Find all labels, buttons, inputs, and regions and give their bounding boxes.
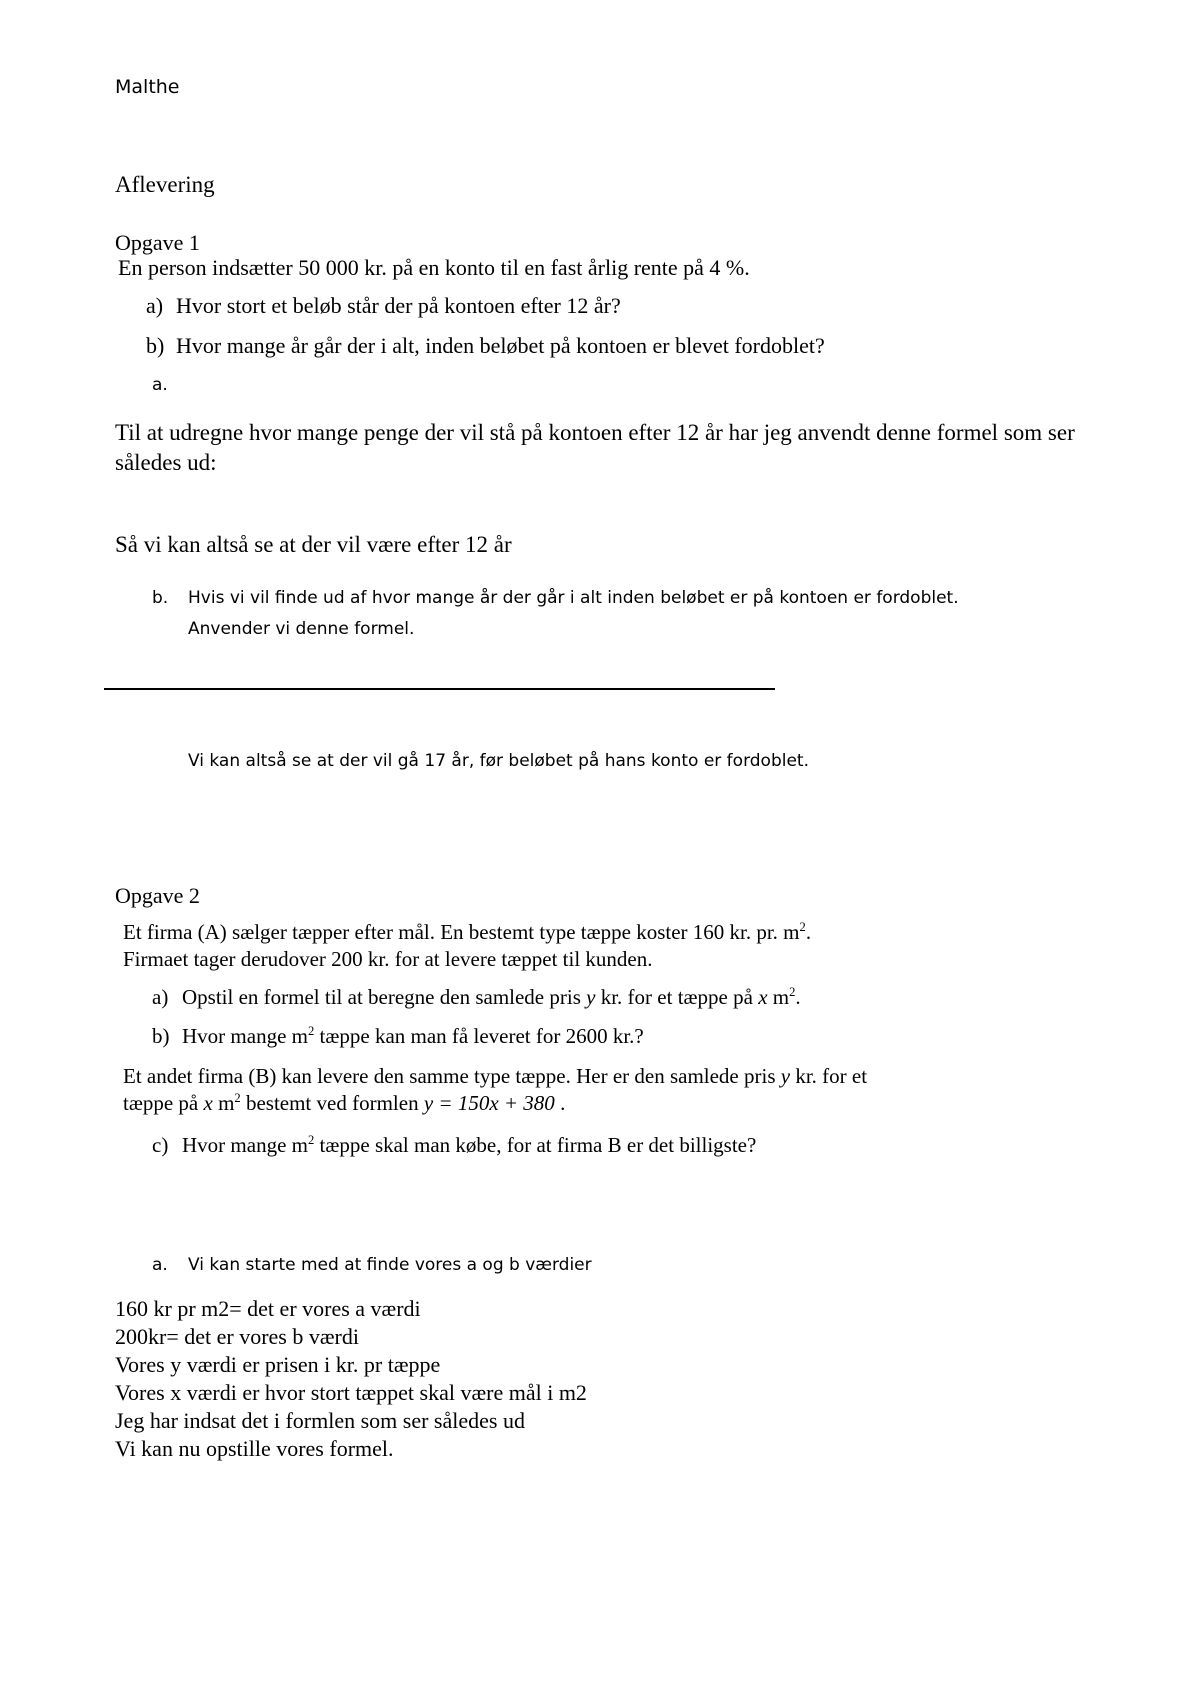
task1-answer-a-marker: a.	[152, 375, 168, 395]
variable-y: y	[586, 985, 596, 1009]
unit: m	[767, 985, 790, 1009]
answer-line: Vi kan nu opstille vores formel.	[115, 1436, 394, 1461]
task1-answer-b-line1	[152, 588, 959, 608]
author-name: Malthe	[115, 76, 180, 98]
task1-item-b-label: b)	[146, 333, 165, 358]
formula: y = 150x + 380	[423, 1091, 555, 1115]
task1-answer-b-marker: b.	[152, 588, 169, 608]
task2-answer-a-marker: a.	[152, 1255, 168, 1275]
superscript: 2	[307, 1133, 315, 1147]
task2-item-c	[152, 1133, 756, 1158]
task1-answer-b-line2: Anvender vi denne formel.	[188, 619, 415, 639]
task2-item-a-mid: kr. for et tæppe på	[595, 985, 759, 1009]
task2-item-c-text: Hvor mange m	[182, 1133, 308, 1157]
variable-y: y	[780, 1064, 791, 1088]
task2-intro-line1-text: Et firma (A) sælger tæpper efter mål. En bestemt type tæppe koster 160 kr. pr. m	[123, 920, 800, 944]
task1-answer-b-text: Hvis vi vil finde ud af hvor mange år der går i alt inden beløbet er på kontoen er fordoblet.	[188, 588, 959, 608]
superscript: 2	[789, 985, 796, 999]
task1-intro: En person indsætter 50 000 kr. på en konto til en fast årlig rente på 4 %.	[118, 255, 750, 280]
task2-intro2-text: Et andet firma (B) kan levere den samme type tæppe. Her er den samlede pris	[123, 1064, 781, 1088]
task2-intro2-line2-text: tæppe på	[123, 1091, 204, 1115]
task1-item-a-label: a)	[146, 293, 164, 318]
variable-x: x	[758, 985, 768, 1009]
task1-item-a-text: Hvor stort et beløb står der på kontoen efter 12 år?	[176, 293, 621, 318]
superscript: 2	[799, 920, 806, 934]
task2-heading: Opgave 2	[115, 883, 200, 908]
document-title: Aflevering	[115, 172, 215, 197]
task2-item-b-text: Hvor mange m	[182, 1024, 308, 1048]
task1-item-a	[146, 293, 621, 319]
task2-intro2-post: kr. for et	[790, 1064, 868, 1088]
task2-item-c-label: c)	[152, 1133, 169, 1157]
answer-line: Vores x værdi er hvor stort tæppet skal være mål i m2	[115, 1380, 587, 1405]
task1-answer-a-text: Til at udregne hvor mange penge der vil stå på kontoen efter 12 år har jeg anvendt denne formel som ser således ud:	[115, 420, 1075, 475]
task2-item-b	[152, 1024, 644, 1049]
task2-item-a-text: Opstil en formel til at beregne den samlede pris	[182, 985, 587, 1009]
superscript: 2	[307, 1024, 315, 1038]
task2-answer-a-text: Vi kan starte med at finde vores a og b værdier	[188, 1255, 592, 1275]
answer-line: Jeg har indsat det i formlen som ser således ud	[115, 1408, 525, 1433]
task2-intro2-line1	[123, 1064, 867, 1089]
task2-item-b-label: b)	[152, 1024, 170, 1048]
task1-answer-b-conclusion: Vi kan altså se at der vil gå 17 år, før beløbet på hans konto er fordoblet.	[188, 751, 809, 771]
superscript: 2	[234, 1091, 241, 1105]
task1-answer-a-conclusion: Så vi kan altså se at der vil være efter 12 år	[115, 532, 512, 557]
task2-item-b-post: tæppe kan man få leveret for 2600 kr.?	[314, 1024, 644, 1048]
task2-answer-a	[152, 1255, 592, 1275]
task1-item-b	[146, 333, 825, 359]
horizontal-divider	[104, 688, 775, 690]
task2-answer-lines	[115, 1295, 587, 1463]
task2-item-c-post: tæppe skal man købe, for at firma B er det billigste?	[314, 1133, 757, 1157]
punctuation: .	[805, 920, 812, 944]
punctuation: .	[795, 985, 801, 1009]
task2-intro2-line2	[123, 1091, 565, 1116]
answer-line: 160 kr pr m2= det er vores a værdi	[115, 1296, 421, 1321]
task2-item-a-label: a)	[152, 985, 169, 1009]
variable-x: x	[203, 1091, 213, 1115]
unit: m	[212, 1091, 235, 1115]
task2-intro-line1	[123, 920, 811, 945]
answer-line: 200kr= det er vores b værdi	[115, 1324, 359, 1349]
task1-heading: Opgave 1	[115, 230, 200, 255]
task2-intro-line2: Firmaet tager derudover 200 kr. for at levere tæppet til kunden.	[123, 947, 653, 971]
answer-line: Vores y værdi er prisen i kr. pr tæppe	[115, 1352, 441, 1377]
task2-intro2-line2-mid: bestemt ved formlen	[240, 1091, 424, 1115]
punctuation: .	[554, 1091, 566, 1115]
task1-item-b-text: Hvor mange år går der i alt, inden beløbet på kontoen er blevet fordoblet?	[176, 333, 825, 358]
task2-item-a	[152, 985, 801, 1010]
